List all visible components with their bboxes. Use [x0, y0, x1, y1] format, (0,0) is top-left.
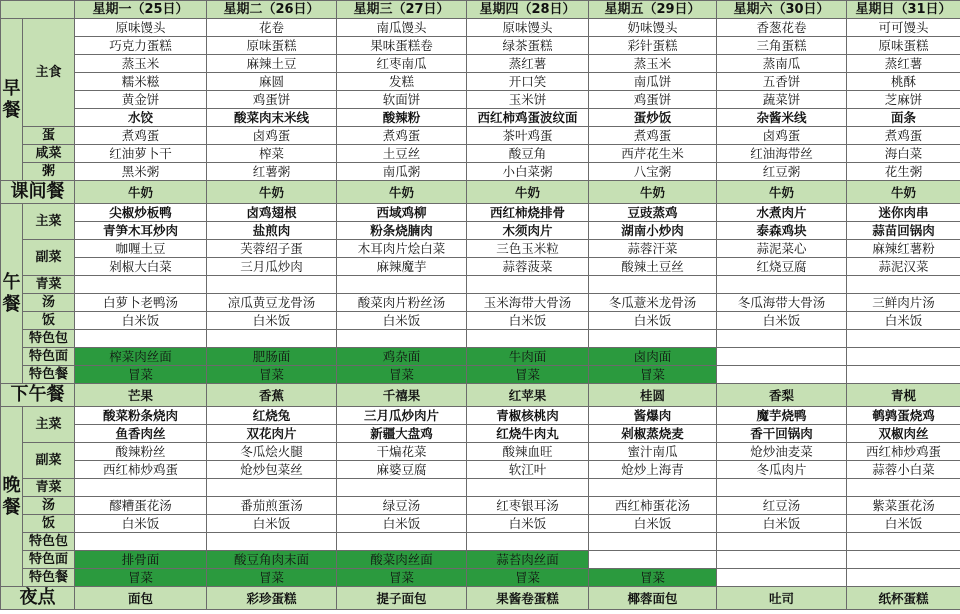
menu-item: 牛奶: [589, 181, 717, 204]
menu-item: [717, 348, 847, 366]
menu-item: 吐司: [717, 587, 847, 610]
menu-item: 彩针蛋糕: [589, 37, 717, 55]
table-row: [1, 312, 960, 330]
greens-label: 青菜: [23, 479, 75, 497]
menu-item: 冒菜: [207, 366, 337, 384]
menu-item: [847, 366, 960, 384]
menu-item: 白米饭: [75, 515, 207, 533]
table-row: [1, 569, 960, 587]
side-dish-label: 副菜: [23, 240, 75, 276]
table-row: [1, 384, 960, 407]
menu-item: 白米饭: [589, 515, 717, 533]
menu-item: [717, 569, 847, 587]
table-row: [1, 127, 960, 145]
menu-item: [207, 533, 337, 551]
menu-item: 桃酥: [847, 73, 960, 91]
special_bun-label: 特色包: [23, 533, 75, 551]
rice-label: 饭: [23, 515, 75, 533]
menu-item: 白米饭: [207, 312, 337, 330]
menu-item: 蒸红薯: [847, 55, 960, 73]
menu-item: 纸杯蛋糕: [847, 587, 960, 610]
menu-item: 西红柿炒鸡蛋: [847, 443, 960, 461]
menu-item: 小白菜粥: [467, 163, 589, 181]
menu-item: [467, 276, 589, 294]
table-row: [1, 479, 960, 497]
table-row: [1, 145, 960, 163]
menu-item: 排骨面: [75, 551, 207, 569]
menu-item: 蜜汁南瓜: [589, 443, 717, 461]
day-header: 星期一（25日）: [75, 1, 207, 19]
menu-item: 果味蛋糕卷: [337, 37, 467, 55]
greens-label: 青菜: [23, 276, 75, 294]
menu-item: 麻婆豆腐: [337, 461, 467, 479]
menu-item: 煮鸡蛋: [337, 127, 467, 145]
menu-item: 煮鸡蛋: [847, 127, 960, 145]
menu-item: 剁椒大白菜: [75, 258, 207, 276]
menu-item: 面条: [847, 109, 960, 127]
menu-item: 鸡蛋饼: [589, 91, 717, 109]
menu-item: [337, 533, 467, 551]
menu-item: 牛肉面: [467, 348, 589, 366]
menu-item: 鹌鹑蛋烧鸡: [847, 407, 960, 425]
menu-item: 干煸花菜: [337, 443, 467, 461]
menu-item: 土豆丝: [337, 145, 467, 163]
menu-item: 蒜泥菜心: [717, 240, 847, 258]
menu-item: 三色玉米粒: [467, 240, 589, 258]
menu-item: 红烧牛肉丸: [467, 425, 589, 443]
menu-item: 五香饼: [717, 73, 847, 91]
corner-cell: [1, 1, 75, 19]
menu-item: [337, 330, 467, 348]
menu-item: [589, 551, 717, 569]
menu-item: 牛奶: [207, 181, 337, 204]
menu-item: 冒菜: [337, 569, 467, 587]
menu-item: 红豆汤: [717, 497, 847, 515]
menu-item: 提子面包: [337, 587, 467, 610]
menu-item: 原味馒头: [75, 19, 207, 37]
menu-item: [717, 551, 847, 569]
table-row: [1, 222, 960, 240]
menu-item: 牛奶: [337, 181, 467, 204]
special_meal-label: 特色餐: [23, 366, 75, 384]
table-row: [1, 73, 960, 91]
menu-item: 酸辣土豆丝: [589, 258, 717, 276]
menu-item: 炝炒包菜丝: [207, 461, 337, 479]
menu-item: 杂酱米线: [717, 109, 847, 127]
menu-item: 开口笑: [467, 73, 589, 91]
rice-label: 饭: [23, 312, 75, 330]
menu-item: 卤鸡翅根: [207, 204, 337, 222]
menu-item: 原味蛋糕: [207, 37, 337, 55]
menu-item: 红薯粥: [207, 163, 337, 181]
menu-item: 玉米饼: [467, 91, 589, 109]
table-row: [1, 19, 960, 37]
special_noodle-label: 特色面: [23, 551, 75, 569]
soup-label: 汤: [23, 294, 75, 312]
menu-item: 红苹果: [467, 384, 589, 407]
menu-item: 蒸玉米: [589, 55, 717, 73]
menu-item: 软面饼: [337, 91, 467, 109]
menu-item: 白米饭: [717, 312, 847, 330]
day-header: 星期日（31日）: [847, 1, 960, 19]
menu-item: 千禧果: [337, 384, 467, 407]
table-row: [1, 533, 960, 551]
menu-item: 红枣银耳汤: [467, 497, 589, 515]
menu-item: 西芹花生米: [589, 145, 717, 163]
menu-item: 蒜苔肉丝面: [467, 551, 589, 569]
menu-item: 红豆粥: [717, 163, 847, 181]
menu-item: 酸辣血旺: [467, 443, 589, 461]
menu-item: 巧克力蛋糕: [75, 37, 207, 55]
menu-item: 粉条烧腩肉: [337, 222, 467, 240]
menu-item: 冒菜: [207, 569, 337, 587]
menu-item: 八宝粥: [589, 163, 717, 181]
table-row: [1, 443, 960, 461]
menu-item: 蒜泥汉菜: [847, 258, 960, 276]
menu-item: 冒菜: [75, 366, 207, 384]
menu-item: 咖喱土豆: [75, 240, 207, 258]
menu-item: 泰森鸡块: [717, 222, 847, 240]
menu-item: 酸辣粉丝: [75, 443, 207, 461]
menu-item: 西红柿烧排骨: [467, 204, 589, 222]
menu-item: 新疆大盘鸡: [337, 425, 467, 443]
menu-item: 红烧兔: [207, 407, 337, 425]
night-snack-label: 夜点: [1, 587, 75, 610]
menu-item: 酸菜肉片粉丝汤: [337, 294, 467, 312]
table-row: [1, 425, 960, 443]
menu-item: 炝炒油麦菜: [717, 443, 847, 461]
menu-item: [847, 330, 960, 348]
menu-item: 麻辣红薯粉: [847, 240, 960, 258]
table-row: [1, 181, 960, 204]
menu-item: 湖南小炒肉: [589, 222, 717, 240]
menu-item: 麻辣土豆: [207, 55, 337, 73]
menu-item: 蒸南瓜: [717, 55, 847, 73]
menu-item: 香蕉: [207, 384, 337, 407]
menu-item: 蒜蓉汗菜: [589, 240, 717, 258]
menu-item: 牛奶: [717, 181, 847, 204]
menu-item: 白米饭: [717, 515, 847, 533]
menu-item: 煮鸡蛋: [589, 127, 717, 145]
table-row: [1, 240, 960, 258]
main-dish-label: 主菜: [23, 407, 75, 443]
menu-item: 香干回锅肉: [717, 425, 847, 443]
menu-item: 水煮肉片: [717, 204, 847, 222]
menu-item: 西红柿蛋花汤: [589, 497, 717, 515]
special_meal-label: 特色餐: [23, 569, 75, 587]
menu-item: 榨菜: [207, 145, 337, 163]
menu-item: 三鲜肉片汤: [847, 294, 960, 312]
menu-item: 冒菜: [75, 569, 207, 587]
menu-item: 西红柿鸡蛋波纹面: [467, 109, 589, 127]
menu-item: 白米饭: [589, 312, 717, 330]
menu-item: [717, 533, 847, 551]
menu-item: 白米饭: [847, 515, 960, 533]
menu-item: 香葱花卷: [717, 19, 847, 37]
day-header: 星期二（26日）: [207, 1, 337, 19]
menu-item: 肥肠面: [207, 348, 337, 366]
menu-item: 白米饭: [207, 515, 337, 533]
menu-item: [717, 330, 847, 348]
menu-item: 尖椒炒板鸭: [75, 204, 207, 222]
menu-item: 木须肉片: [467, 222, 589, 240]
menu-item: 牛奶: [75, 181, 207, 204]
menu-item: 蒜蓉小白菜: [847, 461, 960, 479]
menu-item: 冬瓜海带大骨汤: [717, 294, 847, 312]
menu-item: 酸菜肉丝面: [337, 551, 467, 569]
menu-item: 冒菜: [337, 366, 467, 384]
menu-item: 鸡蛋饼: [207, 91, 337, 109]
menu-item: [467, 330, 589, 348]
menu-item: 鸡杂面: [337, 348, 467, 366]
menu-item: 白米饭: [337, 515, 467, 533]
menu-item: 三月瓜炒肉片: [337, 407, 467, 425]
menu-item: [207, 479, 337, 497]
menu-item: 玉米海带大骨汤: [467, 294, 589, 312]
menu-item: 红烧豆腐: [717, 258, 847, 276]
menu-item: 红枣南瓜: [337, 55, 467, 73]
menu-item: 蒸玉米: [75, 55, 207, 73]
special_bun-label: 特色包: [23, 330, 75, 348]
menu-item: 南瓜饼: [589, 73, 717, 91]
staple-label: 主食: [23, 19, 75, 127]
menu-item: 蒸红薯: [467, 55, 589, 73]
menu-item: 鱼香肉丝: [75, 425, 207, 443]
pickles-label: 咸菜: [23, 145, 75, 163]
menu-item: 果酱卷蛋糕: [467, 587, 589, 610]
table-row: [1, 551, 960, 569]
menu-item: 彩珍蛋糕: [207, 587, 337, 610]
menu-item: 蒜苗回锅肉: [847, 222, 960, 240]
menu-item: 白米饭: [467, 312, 589, 330]
soup-label: 汤: [23, 497, 75, 515]
menu-item: 白米饭: [337, 312, 467, 330]
day-header: 星期三（27日）: [337, 1, 467, 19]
menu-item: 芝麻饼: [847, 91, 960, 109]
menu-item: 麻辣魔芋: [337, 258, 467, 276]
menu-item: 炝炒上海青: [589, 461, 717, 479]
menu-item: 牛奶: [847, 181, 960, 204]
menu-item: [589, 479, 717, 497]
menu-item: 蛋炒饭: [589, 109, 717, 127]
menu-item: 红油萝卜干: [75, 145, 207, 163]
menu-item: 花卷: [207, 19, 337, 37]
table-row: [1, 330, 960, 348]
menu-item: 三月瓜炒肉: [207, 258, 337, 276]
menu-item: [589, 276, 717, 294]
side-dish-label: 副菜: [23, 443, 75, 479]
menu-item: 冒菜: [467, 366, 589, 384]
menu-item: 冒菜: [467, 569, 589, 587]
menu-item: 冒菜: [589, 366, 717, 384]
menu-item: 可可馒头: [847, 19, 960, 37]
menu-item: 西红柿炒鸡蛋: [75, 461, 207, 479]
menu-item: [717, 366, 847, 384]
table-row: [1, 461, 960, 479]
menu-item: 绿豆汤: [337, 497, 467, 515]
menu-item: 酱爆肉: [589, 407, 717, 425]
menu-item: 白米饭: [75, 312, 207, 330]
congee-label: 粥: [23, 163, 75, 181]
menu-item: 面包: [75, 587, 207, 610]
menu-item: 蒜蓉菠菜: [467, 258, 589, 276]
dinner-label-text: 晚餐: [2, 474, 21, 518]
menu-item: [847, 551, 960, 569]
menu-item: 盐煎肉: [207, 222, 337, 240]
menu-item: 花生粥: [847, 163, 960, 181]
menu-item: 煮鸡蛋: [75, 127, 207, 145]
menu-item: 白萝卜老鸭汤: [75, 294, 207, 312]
menu-item: 发糕: [337, 73, 467, 91]
menu-item: [337, 479, 467, 497]
egg-label: 蛋: [23, 127, 75, 145]
menu-item: 冬瓜肉片: [717, 461, 847, 479]
menu-item: 红油海带丝: [717, 145, 847, 163]
menu-item: 芒果: [75, 384, 207, 407]
menu-item: 香梨: [717, 384, 847, 407]
menu-item: [207, 276, 337, 294]
menu-item: [75, 479, 207, 497]
menu-item: [207, 330, 337, 348]
menu-item: 魔芋烧鸭: [717, 407, 847, 425]
menu-item: 麻圆: [207, 73, 337, 91]
menu-item: 酸菜肉末米线: [207, 109, 337, 127]
breakfast-label: [1, 19, 23, 181]
menu-item: 凉瓜黄豆龙骨汤: [207, 294, 337, 312]
menu-item: [847, 533, 960, 551]
menu-item: 酸豆角: [467, 145, 589, 163]
menu-item: 黄金饼: [75, 91, 207, 109]
menu-item: 芙蓉绍子蛋: [207, 240, 337, 258]
table-row: [1, 366, 960, 384]
menu-item: 绿茶蛋糕: [467, 37, 589, 55]
menu-item: 桂圆: [589, 384, 717, 407]
menu-item: 三角蛋糕: [717, 37, 847, 55]
day-header: 星期四（28日）: [467, 1, 589, 19]
menu-item: 牛奶: [467, 181, 589, 204]
menu-item: [717, 276, 847, 294]
menu-item: [75, 533, 207, 551]
menu-item: 酸豆角肉末面: [207, 551, 337, 569]
table-row: [1, 91, 960, 109]
menu-item: 南瓜粥: [337, 163, 467, 181]
table-row: [1, 276, 960, 294]
table-row: [1, 515, 960, 533]
menu-item: [847, 348, 960, 366]
menu-item: 冬瓜烩火腿: [207, 443, 337, 461]
afternoon-meal-label: 下午餐: [1, 384, 75, 407]
menu-item: 卤鸡蛋: [207, 127, 337, 145]
table-row: [1, 204, 960, 222]
menu-item: 海白菜: [847, 145, 960, 163]
menu-item: 豆豉蒸鸡: [589, 204, 717, 222]
menu-item: 白米饭: [847, 312, 960, 330]
menu-item: 双花肉片: [207, 425, 337, 443]
table-row: [1, 163, 960, 181]
table-row: [1, 258, 960, 276]
menu-item: 酸辣粉: [337, 109, 467, 127]
menu-item: 水饺: [75, 109, 207, 127]
menu-item: 蔬菜饼: [717, 91, 847, 109]
menu-item: 原味馒头: [467, 19, 589, 37]
menu-item: 卤肉面: [589, 348, 717, 366]
main-dish-label: 主菜: [23, 204, 75, 240]
menu-item: [717, 479, 847, 497]
menu-item: 双椒肉丝: [847, 425, 960, 443]
menu-item: 青椒核桃肉: [467, 407, 589, 425]
special_noodle-label: 特色面: [23, 348, 75, 366]
lunch-label: [1, 204, 23, 384]
menu-item: 原味蛋糕: [847, 37, 960, 55]
menu-item: 西域鸡柳: [337, 204, 467, 222]
menu-item: 酸菜粉条烧肉: [75, 407, 207, 425]
menu-item: 青笋木耳炒肉: [75, 222, 207, 240]
menu-item: 榨菜肉丝面: [75, 348, 207, 366]
table-row: [1, 587, 960, 610]
menu-item: 冬瓜薏米龙骨汤: [589, 294, 717, 312]
table-row: [1, 55, 960, 73]
menu-item: [337, 276, 467, 294]
menu-item: 醪糟蛋花汤: [75, 497, 207, 515]
breakfast-label-text: 早餐: [2, 77, 21, 121]
menu-item: 木耳肉片烩白菜: [337, 240, 467, 258]
menu-item: [75, 276, 207, 294]
menu-item: 白米饭: [467, 515, 589, 533]
break-meal-label: 课间餐: [1, 181, 75, 204]
menu-item: 番茄煎蛋汤: [207, 497, 337, 515]
menu-item: 黑米粥: [75, 163, 207, 181]
dinner-label: [1, 407, 23, 587]
menu-item: 软江叶: [467, 461, 589, 479]
menu-item: 冒菜: [589, 569, 717, 587]
menu-item: 糯米糍: [75, 73, 207, 91]
table-row: [1, 497, 960, 515]
menu-item: 茶叶鸡蛋: [467, 127, 589, 145]
menu-item: [589, 330, 717, 348]
menu-item: 南瓜馒头: [337, 19, 467, 37]
menu-item: 迷你肉串: [847, 204, 960, 222]
table-row: [1, 294, 960, 312]
table-row: [1, 348, 960, 366]
menu-item: 剁椒蒸烧麦: [589, 425, 717, 443]
menu-item: 青枧: [847, 384, 960, 407]
table-row: [1, 1, 960, 19]
menu-item: [589, 533, 717, 551]
menu-item: 奶味馒头: [589, 19, 717, 37]
menu-item: [847, 569, 960, 587]
menu-item: 椰蓉面包: [589, 587, 717, 610]
table-row: [1, 407, 960, 425]
menu-item: 紫菜蛋花汤: [847, 497, 960, 515]
day-header: 星期六（30日）: [717, 1, 847, 19]
lunch-label-text: 午餐: [2, 271, 21, 315]
menu-item: [75, 330, 207, 348]
table-row: [1, 109, 960, 127]
menu-item: [847, 276, 960, 294]
day-header: 星期五（29日）: [589, 1, 717, 19]
table-row: [1, 37, 960, 55]
menu-item: [467, 533, 589, 551]
menu-item: [467, 479, 589, 497]
menu-item: 卤鸡蛋: [717, 127, 847, 145]
menu-item: [847, 479, 960, 497]
